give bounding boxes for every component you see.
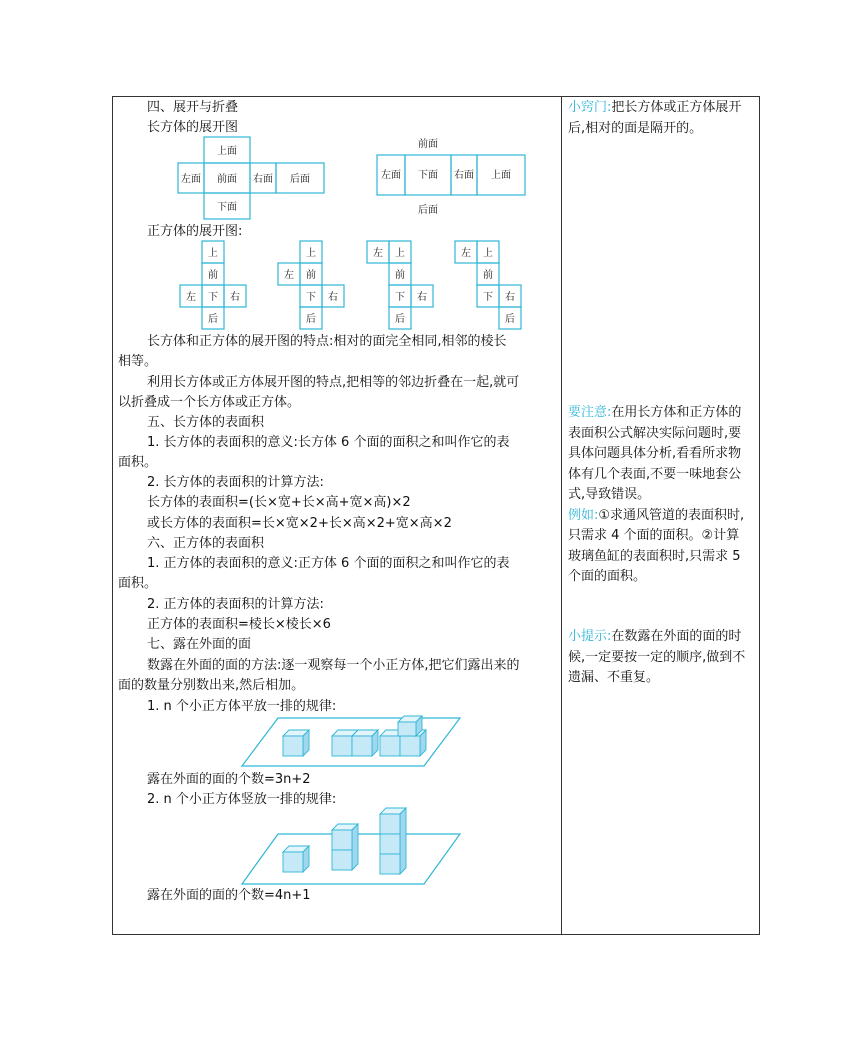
net-b-front-label: 前面 xyxy=(418,139,438,150)
cube-net4-bottom: 下 xyxy=(483,292,493,303)
cube-net4-right: 右 xyxy=(505,292,515,303)
note-tip xyxy=(568,98,752,139)
cube-net1-left: 左 xyxy=(186,292,196,303)
net-a-top-label: 上面 xyxy=(217,146,237,157)
column-divider xyxy=(561,96,562,935)
net-b-bottom-label: 下面 xyxy=(418,170,438,181)
net-a-front-label: 前面 xyxy=(217,174,237,185)
s7-method-line2: 面的数量分别数出来,然后相加。 xyxy=(118,678,305,693)
net-a-bottom-label: 下面 xyxy=(217,202,237,213)
fold-line1: 利用长方体或正方体展开图的特点,把相等的邻边折叠在一起,就可 xyxy=(147,375,520,390)
cube-net1-right: 右 xyxy=(230,292,240,303)
cube-net1-bottom: 下 xyxy=(208,292,218,303)
net-a-left-label: 左面 xyxy=(181,174,201,185)
note-caution xyxy=(568,403,752,588)
s6-meaning-line1: 1. 正方体的表面积的意义:正方体 6 个面的面积之和叫作它的表 xyxy=(147,556,510,571)
flat-cubes-figure xyxy=(238,712,464,772)
s7-rule-1: 1. n 个小正方体平放一排的规律: xyxy=(147,699,337,714)
cube-net2-front: 前 xyxy=(306,270,316,281)
net-b-back-label: 后面 xyxy=(418,205,438,216)
s5-formula-1: 长方体的表面积=(长×宽+长×高+宽×高)×2 xyxy=(147,495,411,510)
note-hint xyxy=(568,627,752,689)
cube-net4-left: 左 xyxy=(461,248,471,259)
note-tip-text: 把长方体或正方体展开后,相对的面是隔开的。 xyxy=(568,100,742,136)
net-a-back-label: 后面 xyxy=(290,174,310,185)
section-7-title: 七、露在外面的面 xyxy=(147,637,252,652)
cube-net-label: 正方体的展开图: xyxy=(147,224,243,239)
cube-net2-right: 右 xyxy=(328,292,338,303)
cube-net2-back: 后 xyxy=(306,314,316,325)
net-feature-line2: 相等。 xyxy=(118,354,158,369)
net-b-top-label: 上面 xyxy=(491,170,511,181)
cube-net4-top: 上 xyxy=(483,248,493,259)
cube-net4-front: 前 xyxy=(483,270,493,281)
cube-net3-bottom: 下 xyxy=(395,292,405,303)
s5-method: 2. 长方体的表面积的计算方法: xyxy=(147,475,324,490)
cube-net1-front: 前 xyxy=(208,270,218,281)
s5-meaning-line2: 面积。 xyxy=(118,455,158,470)
cube-net2-bottom: 下 xyxy=(306,292,316,303)
cube-net3-front: 前 xyxy=(395,270,405,281)
cube-net3-top: 上 xyxy=(395,248,405,259)
s7-result-2: 露在外面的面的个数=4n+1 xyxy=(147,888,311,903)
stacked-cubes-figure xyxy=(238,804,464,886)
s6-formula: 正方体的表面积=棱长×棱长×6 xyxy=(147,617,331,632)
section-5-title: 五、长方体的表面积 xyxy=(147,415,265,430)
note-hint-label: 小提示: xyxy=(568,629,612,644)
net-b-left-label: 左面 xyxy=(381,170,401,181)
fold-line2: 以折叠成一个长方体或正方体。 xyxy=(118,395,301,410)
cuboid-nets-figure xyxy=(170,134,540,226)
cube-net1-top: 上 xyxy=(208,248,218,259)
s5-meaning-line1: 1. 长方体的表面积的意义:长方体 6 个面的面积之和叫作它的表 xyxy=(147,435,510,450)
note-example-label: 例如: xyxy=(568,507,599,523)
cube-net2-left: 左 xyxy=(284,270,294,281)
s6-meaning-line2: 面积。 xyxy=(118,576,158,591)
cube-net3-right: 右 xyxy=(417,292,427,303)
s7-result-1: 露在外面的面的个数=3n+2 xyxy=(147,772,311,787)
s6-method: 2. 正方体的表面积的计算方法: xyxy=(147,597,324,612)
note-caution-text: 在用长方体和正方体的表面积公式解决实际问题时,要具体问题具体分析,看看所求物体有几个表面,不要一味地套公式,导致错误。 xyxy=(568,405,742,502)
note-caution-label: 要注意: xyxy=(568,405,612,420)
note-tip-label: 小窍门: xyxy=(568,100,612,115)
section-4-title: 四、展开与折叠 xyxy=(147,100,239,115)
cube-net3-back: 后 xyxy=(395,314,405,325)
note-hint-text: 在数露在外面的面的时候,一定要按一定的顺序,做到不遗漏、不重复。 xyxy=(568,629,746,685)
s5-formula-2: 或长方体的表面积=长×宽×2+长×高×2+宽×高×2 xyxy=(147,516,452,531)
cube-net2-top: 上 xyxy=(306,248,316,259)
s7-method-line1: 数露在外面的面的方法:逐一观察每一个小正方体,把它们露出来的 xyxy=(147,658,520,673)
note-example-text: ①求通风管道的表面积时,只需求 4 个面的面积。②计算玻璃鱼缸的表面积时,只需求 5 个面的面积。 xyxy=(568,507,745,584)
cube-net3-left: 左 xyxy=(373,248,383,259)
cube-net4-back: 后 xyxy=(505,314,515,325)
s7-rule-2: 2. n 个小正方体竖放一排的规律: xyxy=(147,792,337,807)
net-b-right-label: 右面 xyxy=(454,170,474,181)
net-a-right-label: 右面 xyxy=(253,174,273,185)
net-feature-line1: 长方体和正方体的展开图的特点:相对的面完全相同,相邻的棱长 xyxy=(147,334,507,349)
cuboid-net-label: 长方体的展开图 xyxy=(147,120,239,135)
cube-net1-back: 后 xyxy=(208,314,218,325)
section-6-title: 六、正方体的表面积 xyxy=(147,536,265,551)
cube-nets-figure xyxy=(170,238,540,332)
